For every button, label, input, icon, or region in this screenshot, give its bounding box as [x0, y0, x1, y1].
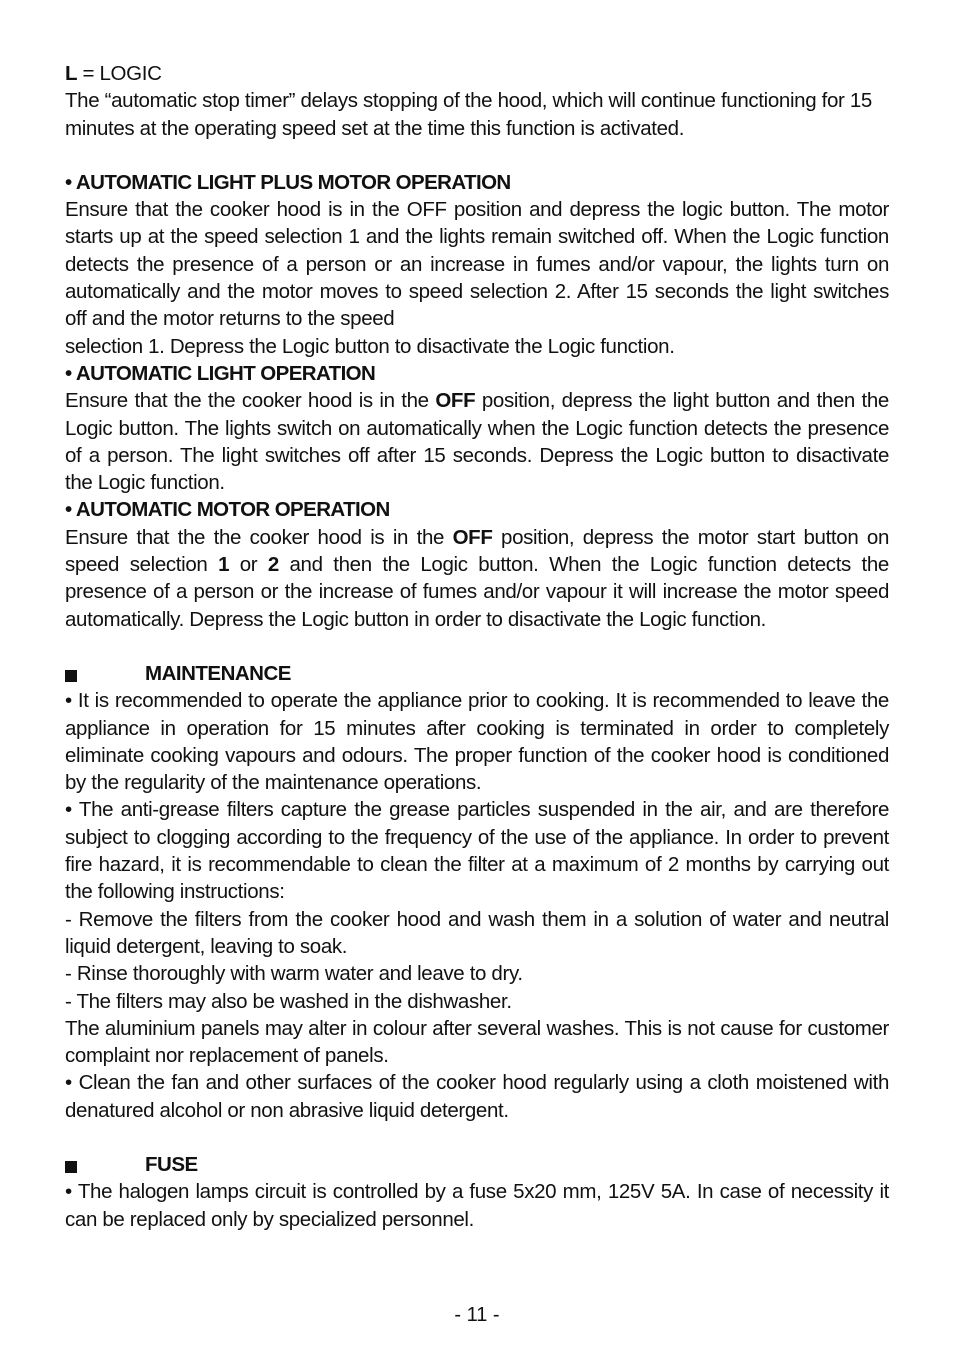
maintenance-step: - The filters may also be washed in the dishwasher.: [65, 989, 512, 1013]
maintenance-step: - Remove the filters from the cooker hood and wash them in a solution of water and neutral liquid detergent, leaving to soak.: [65, 907, 889, 958]
logic-label-key: L: [65, 62, 78, 85]
document-page: [65, 60, 889, 1233]
motor-body-off: OFF: [452, 525, 493, 549]
spacer: [65, 1124, 889, 1151]
maintenance-paragraph: • It is recommended to operate the appliance prior to cooking. It is recommended to leave the appliance in operation for 15 minutes after cooking is terminated in order to completely eliminate cooking vapours and odours. The proper function of the cooker hood is conditioned by the regularity of the maintenance operations.: [65, 689, 889, 795]
motor-body-speed-1: 1: [218, 553, 230, 577]
light-motor-body: Ensure that the cooker hood is in the OFF position and depress the logic button. The motor starts up at the speed selection 1 and the lights remain switched off. When the Logic function detects the presence of a person or an increase in fumes and/or vapour, the lights turn on automatically and the motor moves to speed selection 2. After 15 seconds the light switches off and the motor returns to the speed: [65, 198, 889, 331]
light-motor-body-end: selection 1. Depress the Logic button to disactivate the Logic function.: [65, 334, 675, 358]
motor-heading: • AUTOMATIC MOTOR OPERATION: [65, 498, 390, 522]
motor-body-part: Ensure that the the cooker hood is in the: [65, 525, 453, 549]
fuse-heading: [65, 1151, 889, 1178]
page-number: - 11 -: [454, 1304, 500, 1326]
maintenance-paragraph: • Clean the fan and other surfaces of the cooker hood regularly using a cloth moistened with denatured alcohol or non abrasive liquid detergent.: [65, 1071, 889, 1122]
light-heading: • AUTOMATIC LIGHT OPERATION: [65, 361, 376, 385]
spacer: [65, 142, 889, 169]
fuse-heading-text: FUSE: [145, 1152, 198, 1176]
motor-body-part: or: [229, 553, 268, 577]
light-body-part: Ensure that the the cooker hood is in the: [65, 389, 436, 413]
light-motor-heading: • AUTOMATIC LIGHT PLUS MOTOR OPERATION: [65, 170, 511, 194]
light-body: [65, 387, 889, 496]
light-body-off: OFF: [435, 389, 476, 413]
maintenance-paragraph: • The anti-grease filters capture the grease particles suspended in the air, and are therefore subject to clogging according to the frequency of the use of the appliance. In order to prevent fire hazard, it is recommendable to clean the filter at a maximum of 2 months by carrying out the following instructions:: [65, 798, 889, 904]
maintenance-heading-text: MAINTENANCE: [145, 661, 291, 685]
logic-timer-text: The “automatic stop timer” delays stopping of the hood, which will continue functioning for 15 minutes at the operating speed set at the time this function is activated.: [65, 89, 872, 140]
square-bullet-icon: [65, 1161, 77, 1173]
square-bullet-icon: [65, 670, 77, 682]
motor-body-speed-2: 2: [267, 553, 279, 577]
motor-body-part: and then the Logic button. When the Logic function detects the presence of a person or the increase of fumes and/or vapour it will increase the motor speed automatically. Depress the Logic button in order to disactivate the Logic function.: [65, 553, 889, 631]
light-body-part: position, depress the light button and then the Logic button. The lights switch on automatically when the Logic function detects the presence of a person. The light switches off after 15 seconds. Depress the Logic button to disactivate the Logic function.: [65, 389, 889, 495]
motor-body-part: position, depress the motor start button on speed selection: [65, 525, 889, 577]
motor-body: [65, 524, 889, 633]
spacer: [65, 633, 889, 660]
fuse-paragraph: • The halogen lamps circuit is controlled by a fuse 5x20 mm, 125V 5A. In case of necessity it can be replaced only by specialized personnel.: [65, 1180, 889, 1231]
logic-label-rest: = LOGIC: [77, 62, 162, 85]
maintenance-step: - Rinse thoroughly with warm water and leave to dry.: [65, 962, 523, 986]
maintenance-paragraph: The aluminium panels may alter in colour after several washes. This is not cause for customer complaint nor replacement of panels.: [65, 1016, 889, 1068]
logic-label: [65, 60, 889, 87]
maintenance-heading: [65, 660, 889, 687]
